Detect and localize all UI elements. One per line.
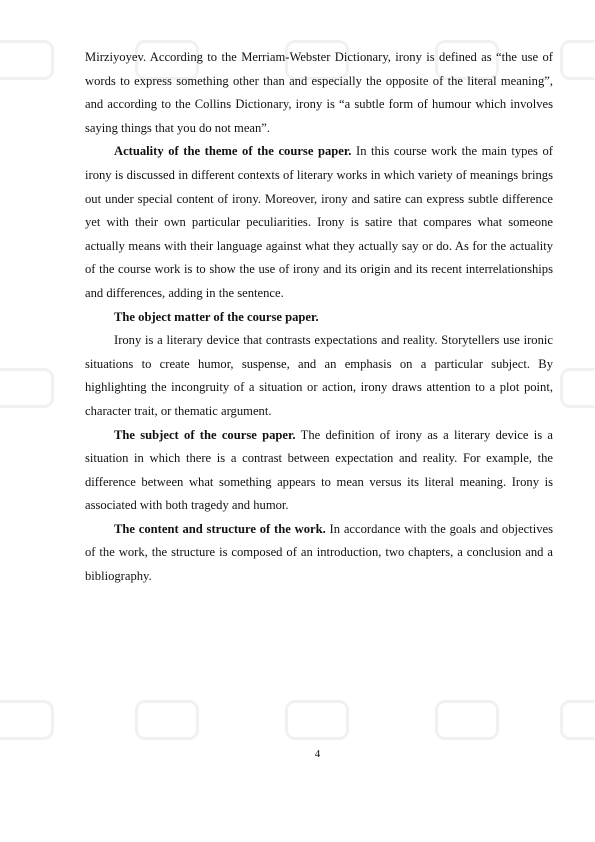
watermark-shape	[560, 700, 595, 740]
section-heading: The object matter of the course paper.	[114, 309, 319, 324]
paragraph-text: The definition of irony as a literary device is a situation in which there is a contrast between expectation and reality. For example, the difference between what something appears to mean versus its literal meaning. Irony is associated with both tragedy and humor.	[85, 427, 554, 513]
paragraph-text: In accordance with the goals and objectives of the work, the structure is composed of an introduction, two chapters, a conclusion and a bibliography.	[85, 521, 553, 584]
watermark-shape	[435, 700, 499, 740]
paragraph-subject	[85, 424, 553, 518]
section-heading: The subject of the course paper.	[114, 427, 296, 442]
paragraph-structure	[85, 518, 553, 589]
paragraph-text: Mirziyoyev. According to the Merriam-Webster Dictionary, irony is defined as “the use of words to express something other than and especially the opposite of the literal meaning”, and according to the Collins Dictionary, irony is “a subtle form of humour which involves saying things that you do not mean”.	[85, 50, 553, 135]
watermark-shape	[0, 700, 54, 740]
paragraph-object	[85, 329, 553, 423]
watermark-shape	[0, 40, 54, 80]
watermark-shape	[560, 368, 595, 408]
paragraph-text: Irony is a literary device that contrasts expectations and reality. Storytellers use ironic situations to create humor, suspense, and an emphasis on a particular subject. By highlighting the incongruity of a situation or action, irony draws attention to a plot point, character trait, or thematic argument.	[85, 333, 553, 418]
document-body	[85, 46, 553, 589]
page-number: 4	[314, 748, 321, 760]
watermark-shape	[560, 40, 595, 80]
section-heading: The content and structure of the work.	[114, 521, 326, 536]
watermark-shape	[0, 368, 54, 408]
section-heading: Actuality of the theme of the course paper.	[114, 144, 352, 159]
paragraph-actuality	[85, 140, 553, 305]
watermark-shape	[285, 700, 349, 740]
watermark-shape	[135, 700, 199, 740]
paragraph-text: In this course work the main types of irony is discussed in different contexts of literary works in which variety of meanings brings out under special content of irony. Moreover, irony and satire can express subtle difference yet with their own particular peculiarities. Irony is satire that compares what someone actually means with their language against what they actually say or do. As for the actuality of the course work is to show the use of irony and its origin and its recent interrelationships and differences, adding in the sentence.	[85, 144, 553, 300]
paragraph-object-heading	[85, 306, 553, 330]
paragraph-intro	[85, 46, 553, 140]
